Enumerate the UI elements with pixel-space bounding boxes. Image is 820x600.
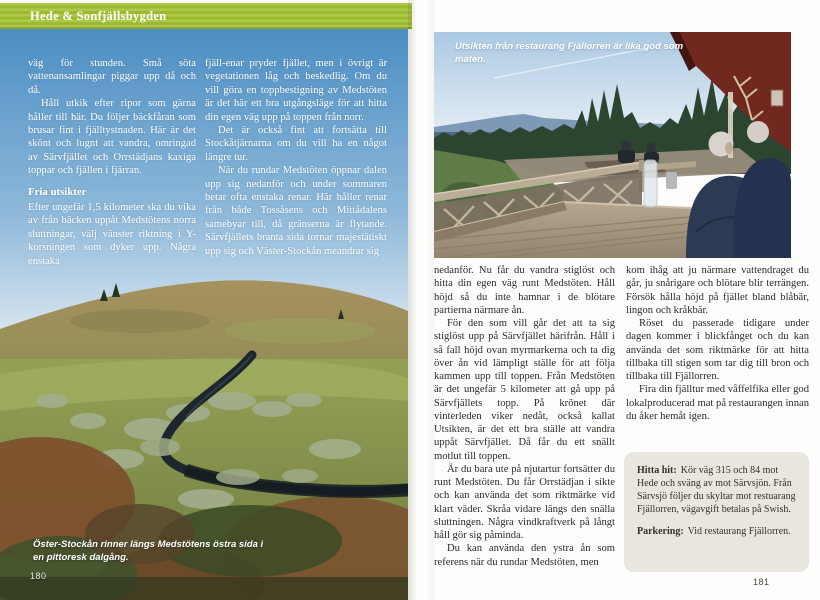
body-paragraph: fjäll-enar pryder fjället, men i övrigt är vegetationen låg och beskedlig. Om du vill göra en toppbestigning av Medstöten är det här ett bra utgångsläge för att hitta din egen väg upp på toppen från norr.: [205, 58, 387, 123]
parking-text: Vid restaurang Fjällorren.: [687, 526, 791, 537]
subsection-heading: Fria utsikter: [28, 185, 87, 198]
info-box: [624, 452, 809, 572]
body-paragraph: Håll utkik efter ripor som gärna håller till här. Du följer bäckfåran som brusar fint i fjälltystnaden. Här är det skönt och lugnt att vandra, omringad av Särvfjället och Orrstädjans kaxiga toppar och fjällen i fjärran.: [28, 98, 196, 177]
page-number: 180: [30, 571, 47, 581]
parking-item: [637, 525, 796, 538]
directions-text: Kör väg 315 och 84 mot Hede och sväng av mot Särvsjön. Från Särvsjö följer du skyltar mot restuarang Fjällorren, vägavgift betalas på Swish.: [637, 465, 796, 515]
body-paragraph: Fira din fjälltur med våffelfika eller god lokalproducerad mat på restaurangen innan du åker hemåt igen.: [626, 384, 809, 422]
body-paragraph: Det är också fint att fortsätta till Stockåtjärnarna om du vill ha en något längre tur.: [205, 125, 387, 163]
body-paragraph: Röset du passerade tidigare under dagen kommer i blickfånget och du kan använda det som riktmärke för att hitta tillbaka till stigen som tar dig till bron och tillbaka till Fjällorren.: [626, 318, 809, 382]
parking-label: Parkering:: [637, 526, 684, 537]
left-page-column-1: [28, 57, 196, 268]
left-page-column-2: [205, 57, 387, 258]
body-paragraph: För den som vill går det att ta sig stiglöst upp på Särvfjället härifrån. Håll i så fall höjd ovan myrmarkerna och ta dig över ån vid lämpligt ställe för att följa kammen upp till toppen. Från Medstöten är det ungefär 5 kilometer att gå upp på Särvfjällets topp. På krönet där vinterleden viker nedåt, också kallat Utsikten, är det ett bra ställe att vandra uppåt Särvfjället. Då får du ett snällt motlut till toppen.: [434, 318, 615, 462]
body-paragraph: Du kan använda den ystra ån som referens när du rundar Medstöten, men: [434, 543, 615, 568]
photo-caption: Öster-Stockån rinner längs Medstötens östra sida i en pittoresk dalgång.: [33, 539, 264, 563]
photo-caption: Utsikten från restaurang Fjällorren är lika god som maten.: [455, 41, 684, 65]
right-page-column-1: [434, 264, 615, 569]
body-paragraph: kom ihåg att ju närmare vattendraget du går, ju snårigare och blötare blir terrängen. Försök hålla höjd på fjället bland blåbär, lingon och kråkbär.: [626, 265, 809, 316]
section-header-label: Hede & Sonfjällsbygden: [30, 9, 167, 23]
right-page-column-2: [626, 264, 809, 423]
directions-label: Hitta hit:: [637, 465, 677, 476]
section-header-bar: [0, 3, 412, 29]
directions-item: [637, 464, 796, 516]
body-paragraph: Är du bara ute på njutartur fortsätter du runt Medstöten. Du får Orrstädjan i sikte och kan använda det som riktmärke vid klart väder. Skråa vidare längs den snälla sluttningen. Några vindkraftverk på långt håll gör sig påminda.: [434, 463, 615, 541]
body-paragraph: väg för stunden. Små söta vattenansamlingar piggar upp då och då.: [28, 58, 196, 96]
page-gutter: [408, 0, 434, 600]
body-paragraph: Efter ungefär 1,5 kilometer ska du vika av från bäcken uppåt Medstötens norra sluttningar, välj vänster riktning i Y-korsningen som dyker upp. Några enstaka: [28, 202, 196, 267]
body-paragraph: När du rundar Medstöten öppnar dalen upp sig nedanför och under sommaren betar ofta enstaka renar. Här håller renar från både Tossåsens och Mittådalens samebyar till, då gränserna är flytande. Särvfjällets branta sida tornar majestätiskt upp sig och Väster-Stockån meandrar sig: [205, 165, 387, 257]
page-number: 181: [753, 577, 770, 587]
body-paragraph: nedanför. Nu får du vandra stiglöst och hitta din egen väg runt Medstöten. Håll höjd så du inte hamnar i de blötare partierna närmare ån.: [434, 265, 615, 316]
